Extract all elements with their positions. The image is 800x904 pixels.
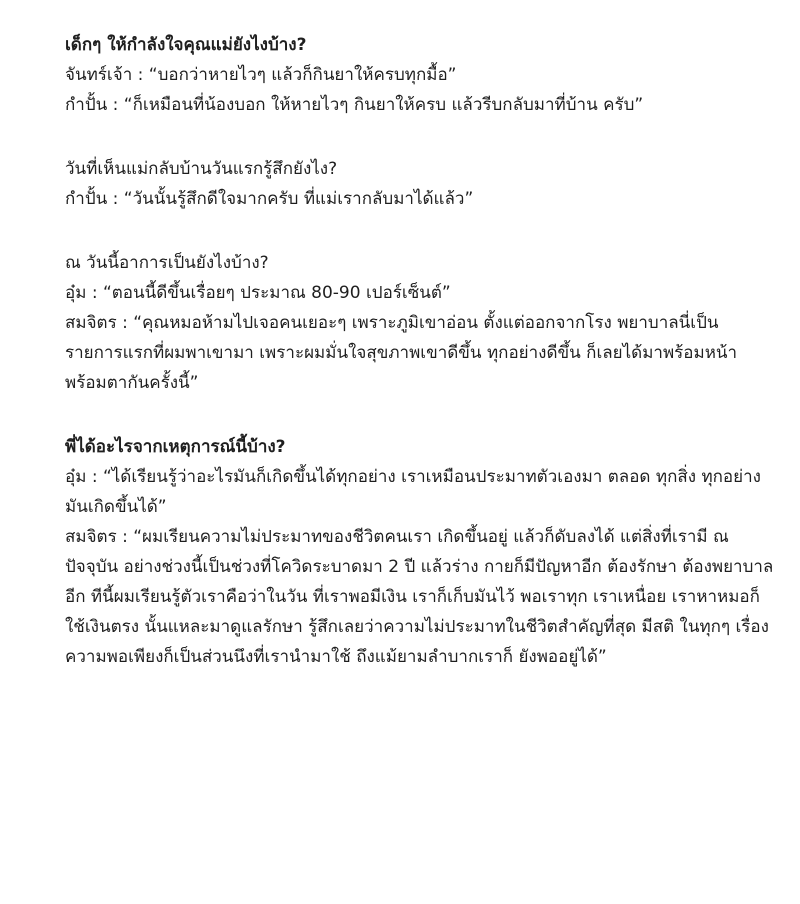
question-heading: พี่ได้อะไรจากเหตุการณ์นี้บ้าง? xyxy=(65,437,286,457)
answer-paragraph: กำปั้น : “ก็เหมือนที่น้องบอก ให้หายไวๆ กินยาให้ครบ แล้วรีบกลับมาที่บ้าน ครับ” xyxy=(65,95,644,115)
question-heading: ณ วันนี้อาการเป็นยังไงบ้าง? xyxy=(65,253,269,273)
question-heading: วันที่เห็นแม่กลับบ้านวันแรกรู้สึกยังไง? xyxy=(65,159,338,179)
answer-paragraph: กำปั้น : “วันนั้นรู้สึกดีใจมากครับ ที่แม่เรากลับมาได้แล้ว” xyxy=(65,189,474,209)
answer-paragraph: สมจิตร : “คุณหมอห้ามไปเจอคนเยอะๆ เพราะภูมิเขาอ่อน ตั้งแต่ออกจากโรง พยาบาลนี่เป็นรายการแรกที่ผมพาเขามา เพราะผมมั่นใจสุขภาพเขาดีขึ้น ทุกอย่างดีขึ้น ก็เลยได้มาพร้อมหน้า พร้อมตากันครั้งนี้” xyxy=(65,313,738,393)
answer-paragraph: จันทร์เจ้า : “บอกว่าหายไวๆ แล้วก็กินยาให้ครบทุกมื้อ” xyxy=(65,65,457,85)
answer-paragraph: อุ๋ม : “ได้เรียนรู้ว่าอะไรมันก็เกิดขึ้นได้ทุกอย่าง เราเหมือนประมาทตัวเองมา ตลอด ทุกสิ่ง ทุกอย่างมันเกิดขึ้นได้” xyxy=(65,467,761,517)
qa-section-3 xyxy=(65,248,775,398)
qa-section-1 xyxy=(65,30,775,120)
answer-paragraph: อุ๋ม : “ตอนนี้ดีขึ้นเรื่อยๆ ประมาณ 80-90 เปอร์เซ็นต์” xyxy=(65,283,451,303)
answer-paragraph: สมจิตร : “ผมเรียนความไม่ประมาทของชีวิตคนเรา เกิดขึ้นอยู่ แล้วก็ดับลงได้ แต่สิ่งที่เรามี ณ ปัจจุบัน อย่างช่วงนี้เป็นช่วงที่โควิดระบาดมา 2 ปี แล้วร่าง กายก็มีปัญหาอีก ต้องรักษา ต้องพยาบาลอีก ทีนี้ผมเรียนรู้ตัวเราคือว่าในวัน ที่เราพอมีเงิน เราก็เก็บมันไว้ พอเราทุก เราเหนื่อย เราหาหมอก็ใช้เงินตรง นั้นแหละมาดูแลรักษา รู้สึกเลยว่าความไม่ประมาทในชีวิตสำคัญที่สุด มีสติ ในทุกๆ เรื่อง ความพอเพียงก็เป็นส่วนนึงที่เรานำมาใช้ ถึงแม้ยามลำบากเราก็ ยังพออยู่ได้” xyxy=(65,527,774,667)
article-body xyxy=(65,30,775,672)
qa-section-4 xyxy=(65,432,775,672)
question-heading: เด็กๆ ให้กำลังใจคุณแม่ยังไงบ้าง? xyxy=(65,35,307,55)
qa-section-2 xyxy=(65,154,775,214)
